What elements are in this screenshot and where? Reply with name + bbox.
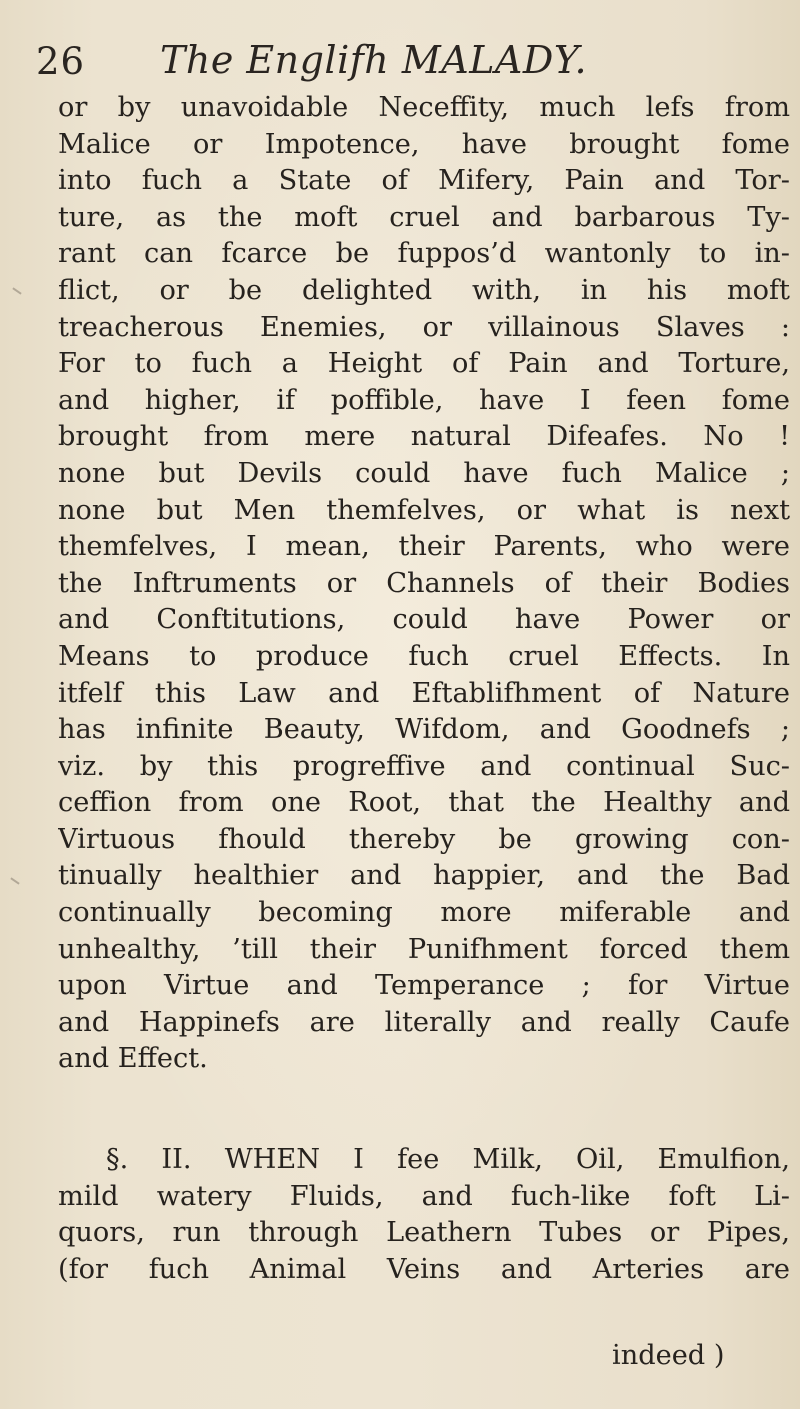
text-line: has infinite Beauty, Wifdom, and Goodnefs ;	[58, 714, 790, 746]
text-line: into fuch a State of Mifery, Pain and Tor-	[58, 165, 790, 197]
text-line: Means to produce fuch cruel Effects. In	[58, 640, 790, 672]
text-line: themfelves, I mean, their Parents, who were	[58, 531, 790, 563]
catchword: indeed )	[612, 1340, 725, 1371]
text-line: tinually healthier and happier, and the Bad	[58, 860, 790, 892]
text-line: none but Men themfelves, or what is next	[58, 494, 790, 526]
text-line: treacherous Enemies, or villainous Slaves :	[58, 311, 790, 343]
text-line: continually becoming more miferable and	[58, 897, 790, 929]
text-line: Malice or Impotence, have brought fome	[58, 128, 790, 160]
text-line: the Inftruments or Channels of their Bodies	[58, 567, 790, 599]
text-line: ceffion from one Root, that the Healthy and	[58, 787, 790, 819]
text-line: ture, as the moft cruel and barbarous Ty-	[58, 201, 790, 233]
running-title: The Englifh MALADY.	[160, 38, 588, 82]
text-line: mild watery Fluids, and fuch-like foft Li-	[58, 1180, 790, 1212]
text-line: viz. by this progreffive and continual Suc-	[58, 750, 790, 782]
paragraph-2	[58, 1142, 790, 1288]
text-line: For to fuch a Height of Pain and Torture,	[58, 348, 790, 380]
text-line: and Happinefs are literally and really Caufe	[58, 1006, 790, 1038]
margin-mark	[10, 877, 19, 884]
text-line: (for fuch Animal Veins and Arteries are	[58, 1253, 790, 1285]
text-line: and higher, if poffible, have I feen fome	[58, 384, 790, 416]
margin-mark	[12, 287, 21, 294]
text-line: flict, or be delighted with, in his moft	[58, 274, 790, 306]
text-line: itfelf this Law and Eftablifhment of Nature	[58, 677, 790, 709]
text-line: and Effect.	[58, 1043, 208, 1075]
page-number: 26	[36, 40, 86, 83]
text-line: quors, run through Leathern Tubes or Pipes,	[58, 1217, 790, 1249]
paragraph-gap	[58, 1078, 790, 1142]
text-line: unhealthy, ’till their Punifhment forced them	[58, 933, 790, 965]
text-line: brought from mere natural Difeafes. No !	[58, 421, 790, 453]
section-heading-line: §. II. WHEN I fee Milk, Oil, Emulfion,	[106, 1144, 790, 1176]
text-line: upon Virtue and Temperance ; for Virtue	[58, 970, 790, 1002]
page-header	[36, 34, 766, 94]
paragraph-1	[58, 90, 790, 1078]
text-line: rant can fcarce be fuppos’d wantonly to in-	[58, 238, 790, 270]
text-line: Virtuous fhould thereby be growing con-	[58, 823, 790, 855]
text-line: or by unavoidable Neceffity, much lefs from	[58, 92, 790, 123]
body-text	[58, 90, 790, 1288]
text-line: none but Devils could have fuch Malice ;	[58, 457, 790, 489]
text-line: and Conftitutions, could have Power or	[58, 604, 790, 636]
